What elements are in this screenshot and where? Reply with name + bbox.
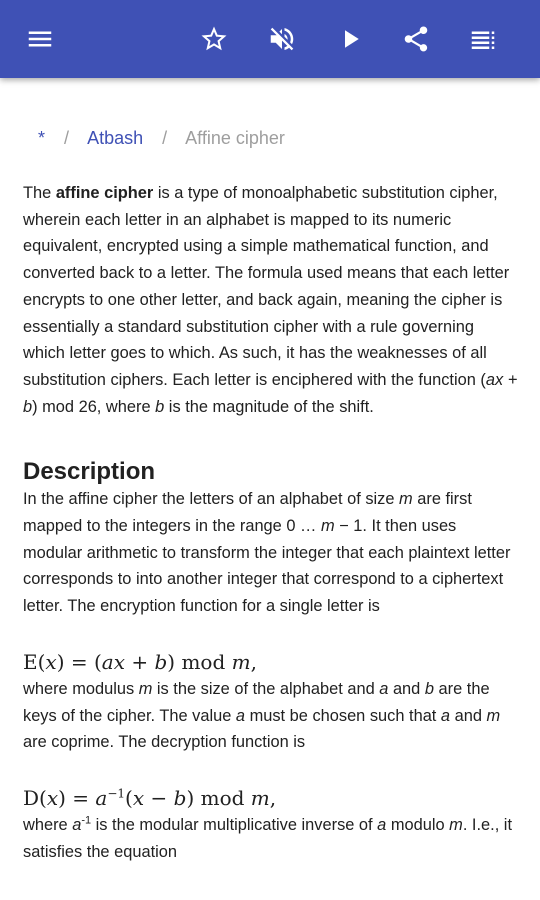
menu-icon[interactable] [20,19,60,59]
app-toolbar [0,0,540,78]
share-icon[interactable] [396,19,436,59]
play-icon[interactable] [330,19,370,59]
list-icon[interactable] [463,19,503,59]
breadcrumb [38,128,285,149]
intro-paragraph: The affine cipher is a type of monoalphabetic substitution cipher, wherein each letter in an alphabet is mapped to its numeric equivalent, encrypted using a simple mathematical function, and converted back to a letter. The formula used means that each letter encrypts to one other letter, and back again, meaning the cipher is essentially a standard substitution cipher with a rule governing which letter goes to which. As such, it has the weaknesses of all substitution ciphers. Each letter is enciphered with the function (ax + b) mod 26, where b is the magnitude of the shift. [23,184,518,416]
description-heading: Description [23,458,156,486]
breadcrumb-separator: / [162,128,168,148]
article-content [23,180,518,865]
keys-paragraph: where modulus m is the size of the alphabet and a and b are the keys of the cipher. The value a must be chosen such that a and m are coprime. The decryption function is [23,679,501,752]
description-paragraph: In the affine cipher the letters of an alphabet of size m are first mapped to the integers in the range 0 … m − 1. It then uses modular arithmetic to transform the integer that each plaintext letter corresponds to into another integer that correspond to a ciphertext letter. The encryption function for a single letter is [23,490,511,616]
breadcrumb-home[interactable]: * [38,128,46,148]
encryption-formula: E(x) = (ax + b) mod m, [23,649,257,674]
decryption-formula: $D(x) = a^{-1}(x - b)$ mod m, [23,785,277,810]
breadcrumb-parent[interactable]: Atbash [87,128,144,148]
breadcrumb-current: Affine cipher [185,128,285,148]
volume-off-icon[interactable] [262,19,302,59]
inverse-paragraph: where $a^{-1}$ is the modular multiplicative inverse of a modulo m. I.e., it satisfies the equation [23,814,513,861]
breadcrumb-separator: / [64,128,70,148]
star-icon[interactable] [194,19,234,59]
